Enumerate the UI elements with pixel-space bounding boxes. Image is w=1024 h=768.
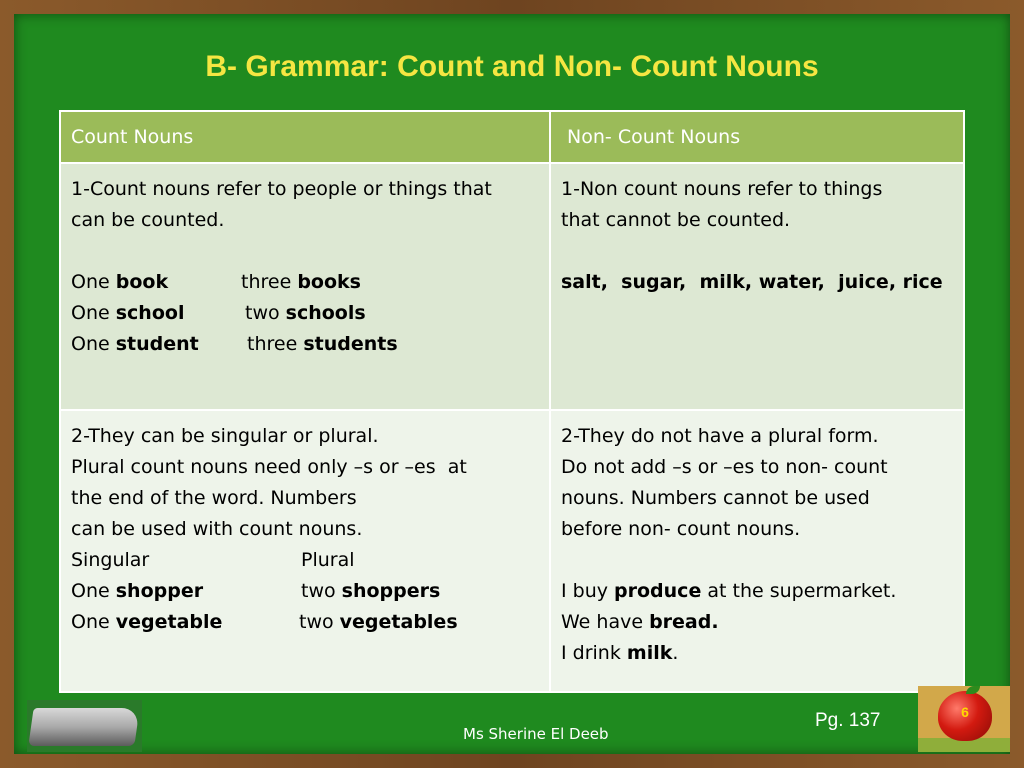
table-row bbox=[60, 410, 964, 692]
chalkboard-eraser-icon bbox=[27, 700, 142, 752]
text-line: 1-Non count nouns refer to things bbox=[561, 178, 883, 200]
example-pair: One shopper two shoppers bbox=[71, 580, 441, 602]
text-line: that cannot be counted. bbox=[561, 209, 791, 231]
page-reference: Pg. 137 bbox=[815, 710, 881, 731]
example-sentence: I drink milk. bbox=[561, 642, 679, 664]
example-pair: One school two schools bbox=[71, 302, 366, 324]
noncount-plural-cell bbox=[550, 410, 964, 692]
text-line: 1-Count nouns refer to people or things that bbox=[71, 178, 492, 200]
text-line: 2-They do not have a plural form. bbox=[561, 425, 879, 447]
header-count-nouns: Count Nouns bbox=[60, 111, 550, 163]
count-plural-cell bbox=[60, 410, 550, 692]
example-pair: One vegetable two vegetables bbox=[71, 611, 458, 633]
text-line: can be used with count nouns. bbox=[71, 518, 363, 540]
example-sentence: I buy produce at the supermarket. bbox=[561, 580, 897, 602]
text-line: before non- count nouns. bbox=[561, 518, 801, 540]
slide-number: 6 bbox=[961, 704, 969, 720]
text-line: nouns. Numbers cannot be used bbox=[561, 487, 870, 509]
noncount-definition-cell bbox=[550, 163, 964, 410]
text-line: Do not add –s or –es to non- count bbox=[561, 456, 888, 478]
example-pair: One book three books bbox=[71, 271, 361, 293]
text-line: 2-They can be singular or plural. bbox=[71, 425, 379, 447]
header-noncount-nouns: Non- Count Nouns bbox=[550, 111, 964, 163]
text-line: Plural count nouns need only –s or –es at bbox=[71, 456, 467, 478]
grammar-table bbox=[59, 110, 965, 693]
header-row bbox=[60, 111, 964, 163]
singular-plural-labels: Singular Plural bbox=[71, 549, 355, 571]
text-line: the end of the word. Numbers bbox=[71, 487, 357, 509]
author-footer: Ms Sherine El Deeb bbox=[463, 725, 609, 743]
example-pair: One student three students bbox=[71, 333, 398, 355]
noncount-examples: salt, sugar, milk, water, juice, rice bbox=[561, 271, 943, 293]
slide-title: B- Grammar: Count and Non- Count Nouns bbox=[205, 50, 819, 83]
example-sentence: We have bread. bbox=[561, 611, 719, 633]
apple-icon bbox=[918, 686, 1010, 752]
table-row bbox=[60, 163, 964, 410]
count-definition-cell bbox=[60, 163, 550, 410]
text-line: can be counted. bbox=[71, 209, 225, 231]
